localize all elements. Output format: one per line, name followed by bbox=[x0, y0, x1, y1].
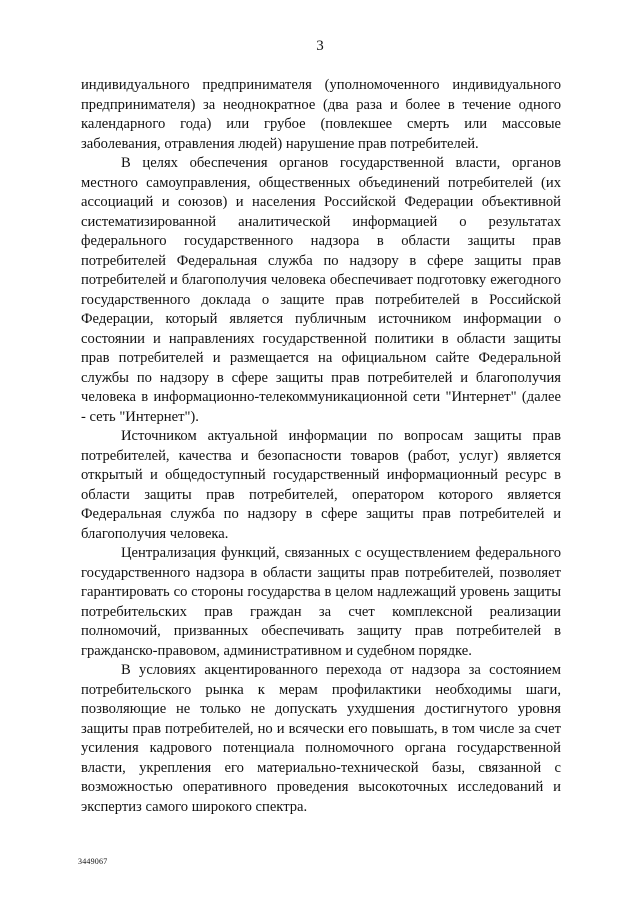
paragraph-centralization: Централизация функций, связанных с осуществлением федерального государственного надзора в области защиты прав потребителей, позволяет гарантировать со стороны государства в целом надлежащий уровень защиты потребительских прав граждан за счет комплексной реализации полномочий, призванных обеспечивать защиту прав потребителей в гражданско-правовом, административном и судебном порядке. bbox=[81, 545, 561, 659]
paragraph-continuation: индивидуального предпринимателя (уполномоченного индивидуального предпринимателя) за неоднократное (два раза и более в течение одного календарного года) или грубое (повлекшее смерть или массовые заболевания, отравления людей) нарушение прав потребителей. bbox=[81, 77, 561, 152]
document-code: 3449067 bbox=[78, 857, 108, 866]
body-text bbox=[81, 76, 561, 817]
paragraph-information-source: Источником актуальной информации по вопросам защиты прав потребителей, качества и безопасности товаров (работ, услуг) является открытый и общедоступный государственный информационный ресурс в области защиты прав потребителей, оператором которого является Федеральная служба по надзору в сфере защиты прав потребителей и благополучия человека. bbox=[81, 428, 561, 542]
paragraph-annual-report: В целях обеспечения органов государственной власти, органов местного самоуправления, общественных объединений потребителей (их ассоциаций и союзов) и населения Российской Федерации объективной систематизированной аналитической информацией о результатах федерального государственного надзора в области защиты прав потребителей Федеральная служба по надзору в сфере защиты прав потребителей и благополучия человека обеспечивает подготовку ежегодного государственного доклада о защите прав потребителей в Российской Федерации, который является публичным источником информации о состоянии и направлениях государственной политики в области защиты прав потребителей и размещается на официальном сайте Федеральной службы по надзору в сфере защиты прав потребителей и благополучия человека в информационно-телекоммуникационной сети "Интернет" (далее - сеть "Интернет"). bbox=[81, 155, 561, 425]
page-number: 3 bbox=[316, 38, 324, 54]
paragraph-prevention: В условиях акцентированного перехода от надзора за состоянием потребительского рынка к мерам профилактики необходимы шаги, позволяющие не только не допускать ухудшения достигнутого уровня защиты прав потребителей, но и всячески его повышать, в том числе за счет усиления кадрового потенциала полномочного органа государственной власти, укрепления его материально-технической базы, связанной с возможностью оперативного проведения высокоточных исследований и экспертиз самого широкого спектра. bbox=[81, 662, 561, 815]
